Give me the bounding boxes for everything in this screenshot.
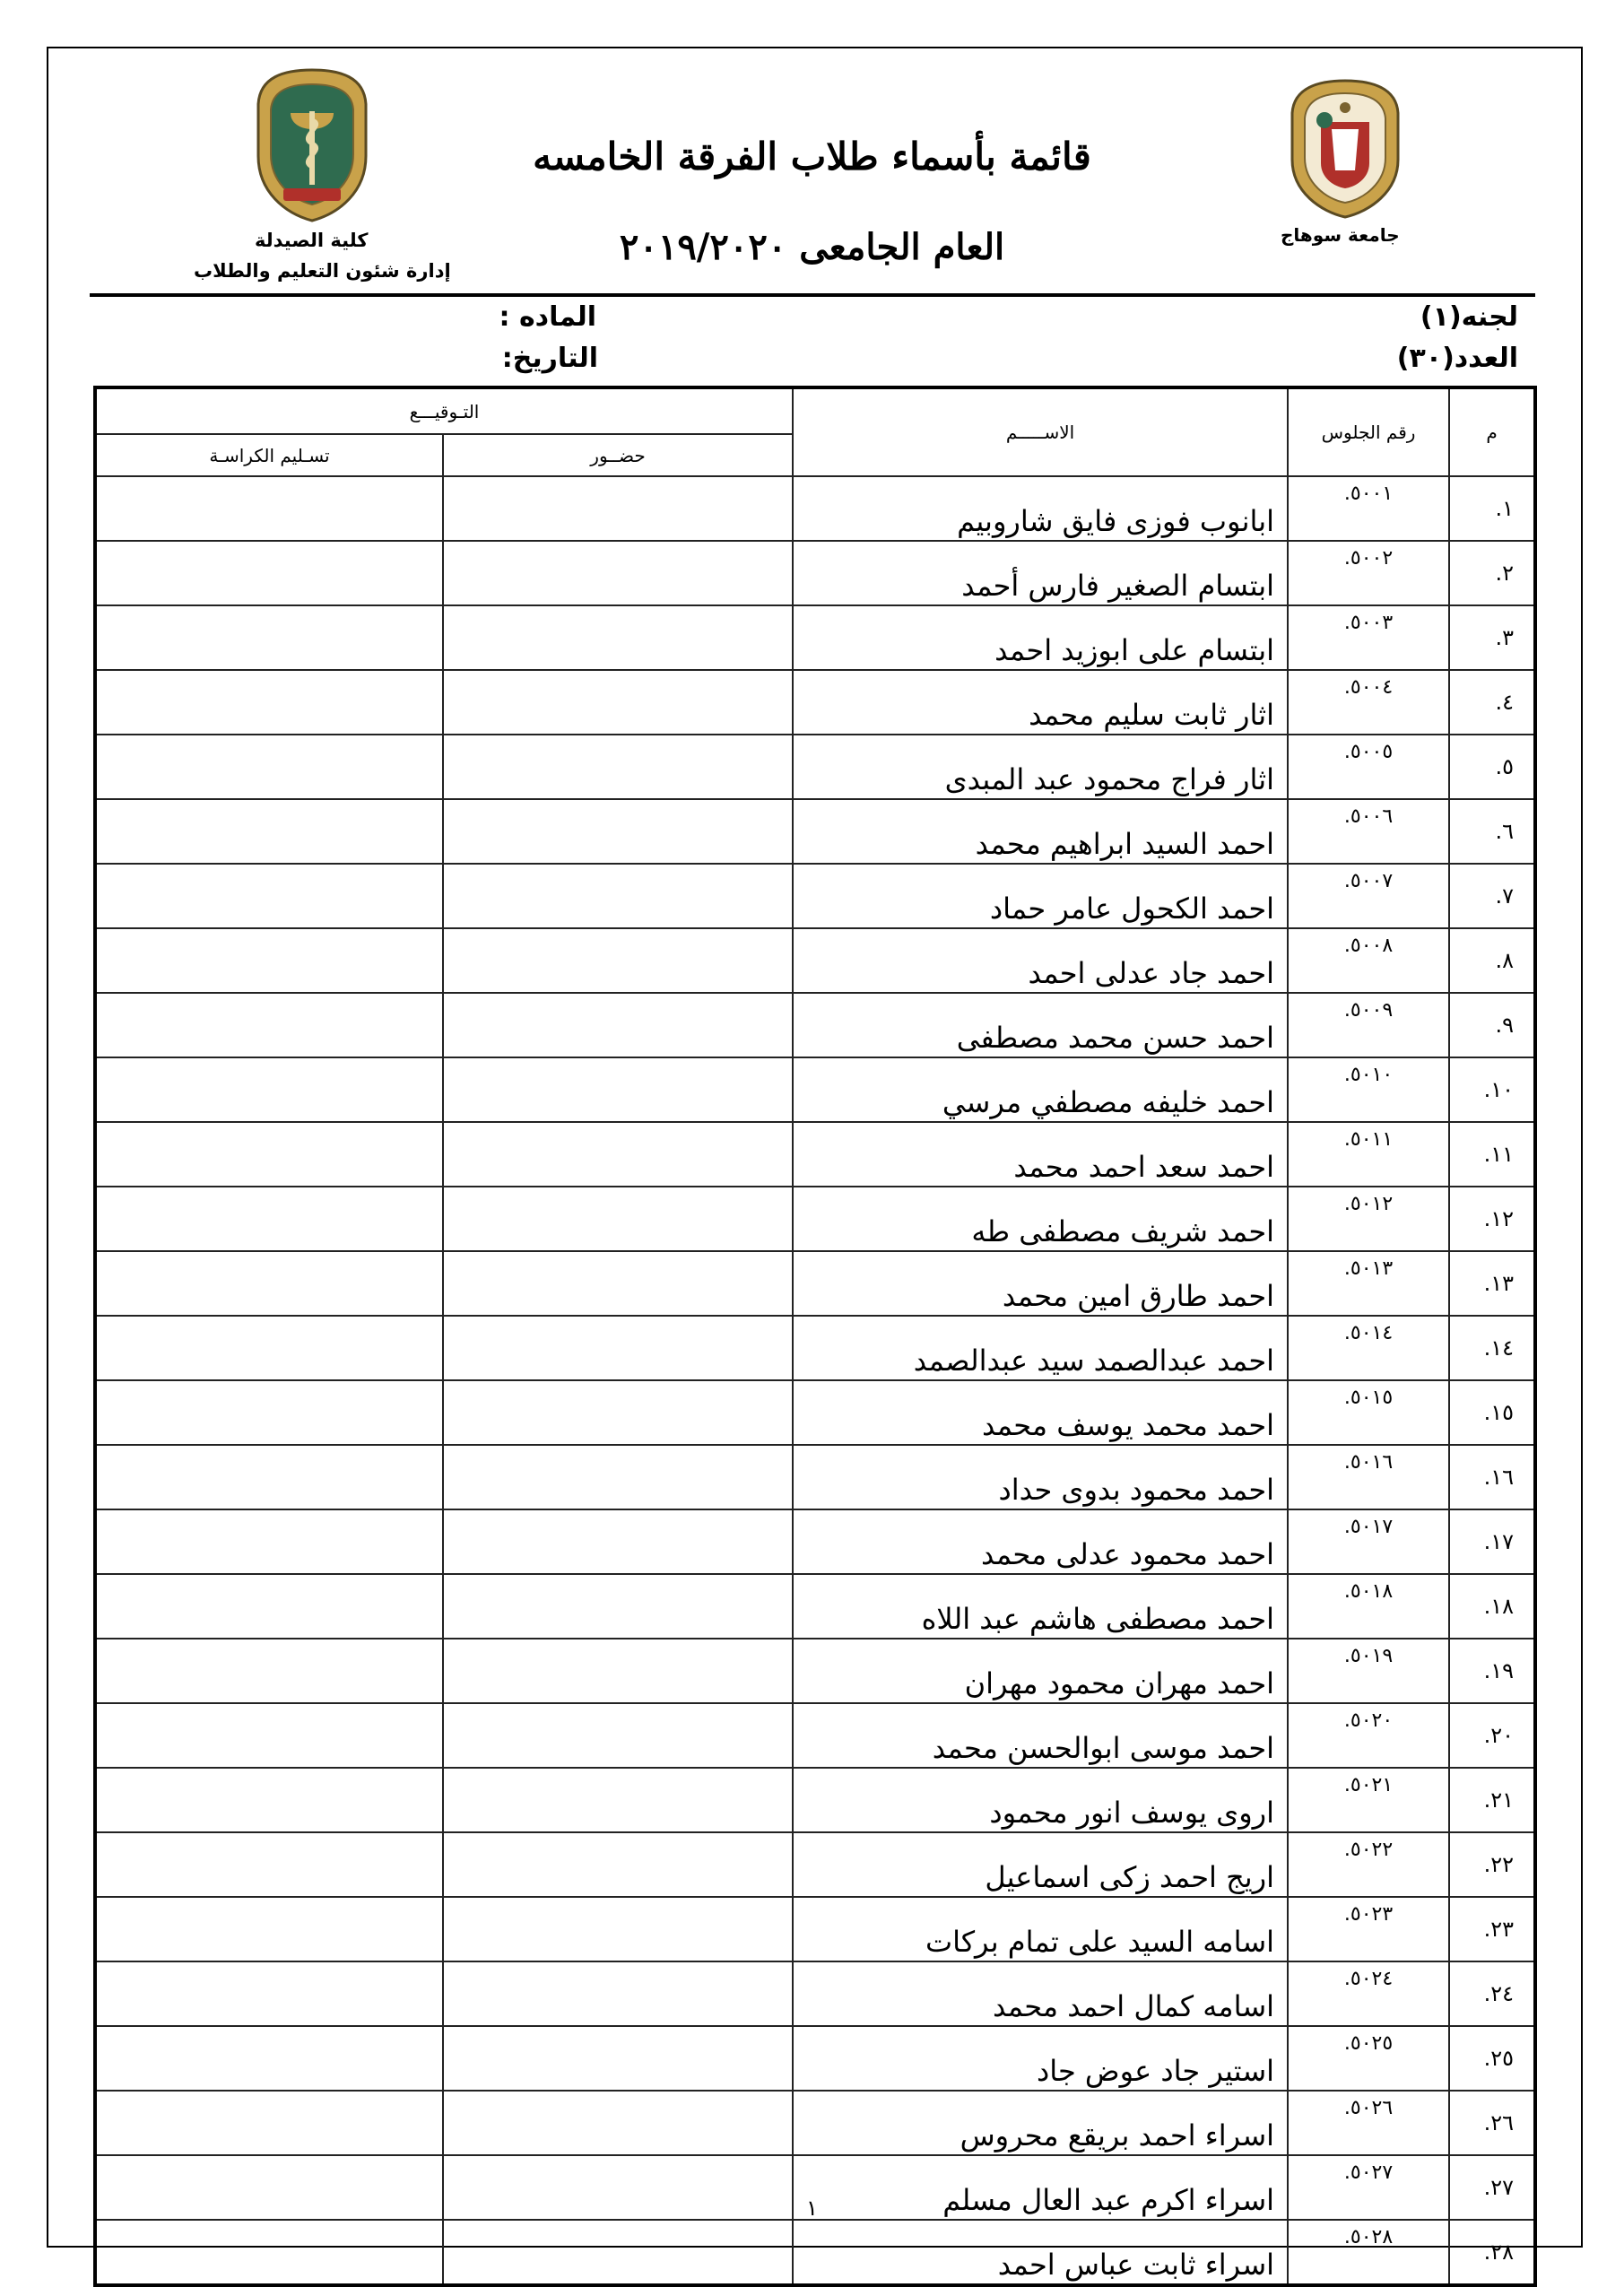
table-row bbox=[95, 864, 1535, 928]
seat-number: ٥٠٢١. bbox=[1288, 1768, 1449, 1832]
student-name: اثار فراج محمود عبد المبدى bbox=[793, 735, 1288, 799]
index-column-header: م bbox=[1449, 387, 1535, 476]
student-name: احمد مصطفى هاشم عبد اللاه bbox=[793, 1574, 1288, 1639]
seat-number: ٥٠٠٧. bbox=[1288, 864, 1449, 928]
attendance-column-header: حضــور bbox=[443, 434, 793, 476]
seat-number: ٥٠٠٤. bbox=[1288, 670, 1449, 735]
table-row bbox=[95, 1251, 1535, 1316]
table-row bbox=[95, 670, 1535, 735]
date-label: التاريخ: bbox=[501, 343, 598, 374]
committee-label: لجنه(١) bbox=[1420, 301, 1518, 333]
row-index: ٥. bbox=[1449, 735, 1535, 799]
booklet-delivery-signature-cell bbox=[95, 1832, 443, 1897]
row-index: ٦. bbox=[1449, 799, 1535, 864]
table-row bbox=[95, 1897, 1535, 1961]
student-name: احمد السيد ابراهيم محمد bbox=[793, 799, 1288, 864]
student-name: احمد مهران محمود مهران bbox=[793, 1639, 1288, 1703]
page-number: ١ bbox=[806, 2196, 818, 2221]
table-row bbox=[95, 799, 1535, 864]
student-name: احمد جاد عدلى احمد bbox=[793, 928, 1288, 993]
seat-number: ٥٠١٩. bbox=[1288, 1639, 1449, 1703]
attendance-signature-cell bbox=[443, 1768, 793, 1832]
row-index: ٢٧. bbox=[1449, 2155, 1535, 2220]
booklet-delivery-signature-cell bbox=[95, 1122, 443, 1187]
table-row bbox=[95, 1574, 1535, 1639]
attendance-signature-cell bbox=[443, 1380, 793, 1445]
row-index: ١٧. bbox=[1449, 1509, 1535, 1574]
seat-number-column-header: رقم الجلوس bbox=[1288, 387, 1449, 476]
student-affairs-caption: إدارة شئون التعليم والطلاب bbox=[194, 260, 451, 282]
attendance-signature-cell bbox=[443, 1897, 793, 1961]
student-name: اثار ثابت سليم محمد bbox=[793, 670, 1288, 735]
table-row bbox=[95, 1832, 1535, 1897]
student-name: اسراء اكرم عبد العال مسلم bbox=[793, 2155, 1288, 2220]
booklet-delivery-signature-cell bbox=[95, 1380, 443, 1445]
table-row bbox=[95, 1380, 1535, 1445]
table-row bbox=[95, 1639, 1535, 1703]
row-index: ٩. bbox=[1449, 993, 1535, 1057]
booklet-delivery-signature-cell bbox=[95, 1574, 443, 1639]
seat-number: ٥٠١٠. bbox=[1288, 1057, 1449, 1122]
attendance-signature-cell bbox=[443, 605, 793, 670]
attendance-signature-cell bbox=[443, 2091, 793, 2155]
row-index: ٧. bbox=[1449, 864, 1535, 928]
student-name: احمد الكحول عامر حماد bbox=[793, 864, 1288, 928]
booklet-delivery-signature-cell bbox=[95, 1445, 443, 1509]
seat-number: ٥٠١٨. bbox=[1288, 1574, 1449, 1639]
seat-number: ٥٠٢٦. bbox=[1288, 2091, 1449, 2155]
row-index: ٢٣. bbox=[1449, 1897, 1535, 1961]
booklet-delivery-signature-cell bbox=[95, 670, 443, 735]
name-column-header: الاســـــم bbox=[793, 387, 1288, 476]
table-row bbox=[95, 605, 1535, 670]
booklet-delivery-signature-cell bbox=[95, 541, 443, 605]
student-name: اسراء احمد بريقع محروس bbox=[793, 2091, 1288, 2155]
seat-number: ٥٠١٣. bbox=[1288, 1251, 1449, 1316]
attendance-signature-cell bbox=[443, 1251, 793, 1316]
booklet-delivery-signature-cell bbox=[95, 1639, 443, 1703]
row-index: ١٨. bbox=[1449, 1574, 1535, 1639]
attendance-signature-cell bbox=[443, 476, 793, 541]
row-index: ١٩. bbox=[1449, 1639, 1535, 1703]
row-index: ٤. bbox=[1449, 670, 1535, 735]
student-name: ابتسام على ابوزيد احمد bbox=[793, 605, 1288, 670]
attendance-signature-cell bbox=[443, 1122, 793, 1187]
roster-body bbox=[95, 476, 1535, 2285]
row-index: ١. bbox=[1449, 476, 1535, 541]
attendance-signature-cell bbox=[443, 1445, 793, 1509]
seat-number: ٥٠١٥. bbox=[1288, 1380, 1449, 1445]
signature-column-header: التـوقيـــع bbox=[95, 387, 793, 434]
booklet-delivery-signature-cell bbox=[95, 2220, 443, 2285]
table-row bbox=[95, 993, 1535, 1057]
row-index: ١٠. bbox=[1449, 1057, 1535, 1122]
booklet-delivery-signature-cell bbox=[95, 1768, 443, 1832]
attendance-signature-cell bbox=[443, 1703, 793, 1768]
student-roster-table bbox=[93, 386, 1537, 2287]
student-name: احمد سعد احمد محمد bbox=[793, 1122, 1288, 1187]
booklet-delivery-column-header: تسـليم الكراسـة bbox=[95, 434, 443, 476]
attendance-signature-cell bbox=[443, 928, 793, 993]
booklet-delivery-signature-cell bbox=[95, 1509, 443, 1574]
booklet-delivery-signature-cell bbox=[95, 1187, 443, 1251]
seat-number: ٥٠٢٧. bbox=[1288, 2155, 1449, 2220]
seat-number: ٥٠٠١. bbox=[1288, 476, 1449, 541]
attendance-signature-cell bbox=[443, 670, 793, 735]
student-name: ابتسام الصغير فارس أحمد bbox=[793, 541, 1288, 605]
row-index: ١٥. bbox=[1449, 1380, 1535, 1445]
attendance-signature-cell bbox=[443, 1574, 793, 1639]
table-row bbox=[95, 928, 1535, 993]
booklet-delivery-signature-cell bbox=[95, 2026, 443, 2091]
sohag-university-caption: جامعة سوهاج bbox=[1281, 224, 1400, 246]
attendance-signature-cell bbox=[443, 1832, 793, 1897]
row-index: ١١. bbox=[1449, 1122, 1535, 1187]
seat-number: ٥٠٠٨. bbox=[1288, 928, 1449, 993]
student-name: ابانوب فوزى فايق شاروبيم bbox=[793, 476, 1288, 541]
seat-number: ٥٠١١. bbox=[1288, 1122, 1449, 1187]
booklet-delivery-signature-cell bbox=[95, 928, 443, 993]
table-row bbox=[95, 1316, 1535, 1380]
row-index: ١٢. bbox=[1449, 1187, 1535, 1251]
attendance-signature-cell bbox=[443, 864, 793, 928]
seat-number: ٥٠٠٦. bbox=[1288, 799, 1449, 864]
table-row bbox=[95, 1122, 1535, 1187]
attendance-signature-cell bbox=[443, 2220, 793, 2285]
student-name: اروى يوسف انور محمود bbox=[793, 1768, 1288, 1832]
table-row bbox=[95, 1768, 1535, 1832]
attendance-signature-cell bbox=[443, 541, 793, 605]
booklet-delivery-signature-cell bbox=[95, 1057, 443, 1122]
table-row bbox=[95, 2220, 1535, 2285]
student-name: احمد محمد يوسف محمد bbox=[793, 1380, 1288, 1445]
student-count-label: العدد(٣٠) bbox=[1396, 343, 1518, 374]
seat-number: ٥٠٠٩. bbox=[1288, 993, 1449, 1057]
booklet-delivery-signature-cell bbox=[95, 735, 443, 799]
booklet-delivery-signature-cell bbox=[95, 1961, 443, 2026]
row-index: ١٦. bbox=[1449, 1445, 1535, 1509]
booklet-delivery-signature-cell bbox=[95, 476, 443, 541]
student-name: احمد خليفه مصطفي مرسي bbox=[793, 1057, 1288, 1122]
table-row bbox=[95, 1057, 1535, 1122]
table-row bbox=[95, 1445, 1535, 1509]
booklet-delivery-signature-cell bbox=[95, 2091, 443, 2155]
row-index: ٨. bbox=[1449, 928, 1535, 993]
attendance-signature-cell bbox=[443, 1639, 793, 1703]
academic-year: العام الجامعى ٢٠١٩/٢٠٢٠ bbox=[619, 226, 1005, 268]
table-row bbox=[95, 1509, 1535, 1574]
table-row bbox=[95, 735, 1535, 799]
table-row bbox=[95, 1187, 1535, 1251]
row-index: ٢٨. bbox=[1449, 2220, 1535, 2285]
subject-label: الماده : bbox=[499, 301, 596, 333]
seat-number: ٥٠١٤. bbox=[1288, 1316, 1449, 1380]
table-row bbox=[95, 476, 1535, 541]
booklet-delivery-signature-cell bbox=[95, 605, 443, 670]
seat-number: ٥٠٢٨. bbox=[1288, 2220, 1449, 2285]
seat-number: ٥٠١٢. bbox=[1288, 1187, 1449, 1251]
row-index: ٢٥. bbox=[1449, 2026, 1535, 2091]
student-name: اريج احمد زكى اسماعيل bbox=[793, 1832, 1288, 1897]
header-divider bbox=[90, 293, 1535, 297]
attendance-signature-cell bbox=[443, 799, 793, 864]
student-name: اسامه كمال احمد محمد bbox=[793, 1961, 1288, 2026]
student-name: اسراء ثابت عباس احمد bbox=[793, 2220, 1288, 2285]
pharmacy-faculty-caption: كلية الصيدلة bbox=[255, 230, 369, 251]
seat-number: ٥٠١٦. bbox=[1288, 1445, 1449, 1509]
attendance-signature-cell bbox=[443, 1961, 793, 2026]
attendance-signature-cell bbox=[443, 1057, 793, 1122]
seat-number: ٥٠٠٣. bbox=[1288, 605, 1449, 670]
seat-number: ٥٠٢٢. bbox=[1288, 1832, 1449, 1897]
table-row bbox=[95, 2026, 1535, 2091]
attendance-signature-cell bbox=[443, 1187, 793, 1251]
row-index: ٣. bbox=[1449, 605, 1535, 670]
attendance-signature-cell bbox=[443, 735, 793, 799]
attendance-signature-cell bbox=[443, 1509, 793, 1574]
seat-number: ٥٠١٧. bbox=[1288, 1509, 1449, 1574]
seat-number: ٥٠٠٢. bbox=[1288, 541, 1449, 605]
booklet-delivery-signature-cell bbox=[95, 1703, 443, 1768]
row-index: ٢٤. bbox=[1449, 1961, 1535, 2026]
row-index: ٢٠. bbox=[1449, 1703, 1535, 1768]
seat-number: ٥٠٢٠. bbox=[1288, 1703, 1449, 1768]
booklet-delivery-signature-cell bbox=[95, 1897, 443, 1961]
row-index: ٢٢. bbox=[1449, 1832, 1535, 1897]
seat-number: ٥٠٢٥. bbox=[1288, 2026, 1449, 2091]
row-index: ١٣. bbox=[1449, 1251, 1535, 1316]
attendance-signature-cell bbox=[443, 1316, 793, 1380]
booklet-delivery-signature-cell bbox=[95, 993, 443, 1057]
booklet-delivery-signature-cell bbox=[95, 799, 443, 864]
booklet-delivery-signature-cell bbox=[95, 864, 443, 928]
table-row bbox=[95, 541, 1535, 605]
table-row bbox=[95, 1961, 1535, 2026]
table-row bbox=[95, 1703, 1535, 1768]
student-name: احمد عبدالصمد سيد عبدالصمد bbox=[793, 1316, 1288, 1380]
page-title: قائمة بأسماء طلاب الفرقة الخامسه bbox=[533, 135, 1091, 178]
row-index: ٢. bbox=[1449, 541, 1535, 605]
student-name: استير جاد عوض جاد bbox=[793, 2026, 1288, 2091]
seat-number: ٥٠٢٣. bbox=[1288, 1897, 1449, 1961]
attendance-signature-cell bbox=[443, 993, 793, 1057]
seat-number: ٥٠٠٥. bbox=[1288, 735, 1449, 799]
attendance-signature-cell bbox=[443, 2026, 793, 2091]
booklet-delivery-signature-cell bbox=[95, 1316, 443, 1380]
row-index: ١٤. bbox=[1449, 1316, 1535, 1380]
row-index: ٢١. bbox=[1449, 1768, 1535, 1832]
row-index: ٢٦. bbox=[1449, 2091, 1535, 2155]
student-name: احمد حسن محمد مصطفى bbox=[793, 993, 1288, 1057]
table-row bbox=[95, 2091, 1535, 2155]
student-name: احمد شريف مصطفى طه bbox=[793, 1187, 1288, 1251]
student-name: احمد موسى ابوالحسن محمد bbox=[793, 1703, 1288, 1768]
seat-number: ٥٠٢٤. bbox=[1288, 1961, 1449, 2026]
booklet-delivery-signature-cell bbox=[95, 1251, 443, 1316]
student-name: اسامه السيد على تمام بركات bbox=[793, 1897, 1288, 1961]
student-name: احمد محمود عدلى محمد bbox=[793, 1509, 1288, 1574]
student-name: احمد طارق امين محمد bbox=[793, 1251, 1288, 1316]
student-name: احمد محمود بدوى حداد bbox=[793, 1445, 1288, 1509]
